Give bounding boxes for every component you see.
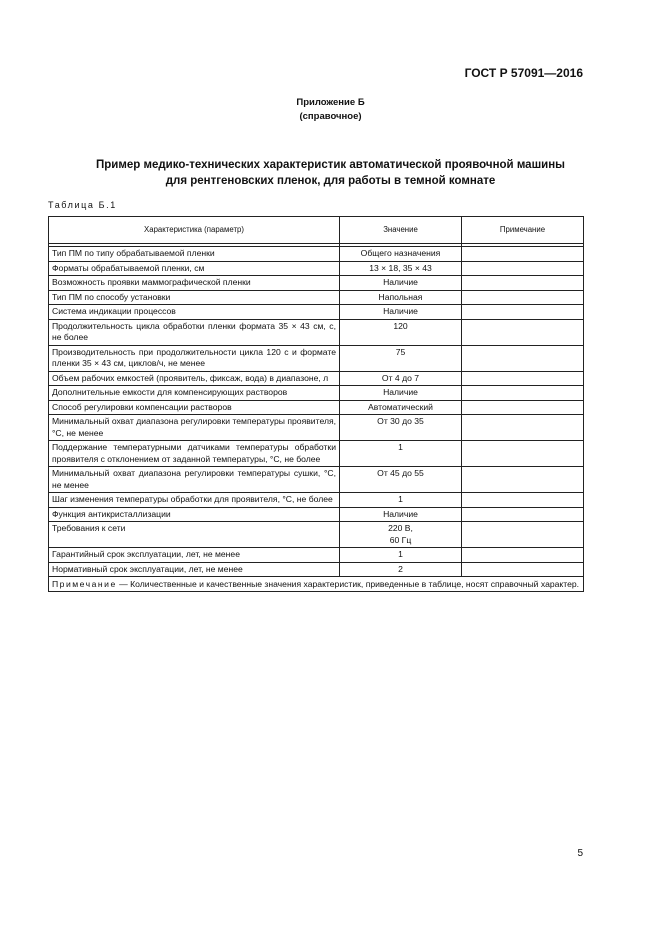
value-cell: От 45 до 55 — [340, 467, 462, 493]
param-cell: Нормативный срок эксплуатации, лет, не менее — [49, 562, 340, 577]
value-cell: Автоматический — [340, 400, 462, 415]
table-row — [49, 415, 584, 441]
value-cell: 120 — [340, 319, 462, 345]
annex-heading — [0, 96, 661, 124]
note-cell — [462, 522, 584, 548]
value-cell: От 4 до 7 — [340, 371, 462, 386]
table-footnote-row — [49, 577, 584, 592]
annex-type: (справочное) — [299, 111, 362, 122]
standard-code: ГОСТ Р 57091—2016 — [464, 66, 583, 80]
param-cell: Способ регулировки компенсации растворов — [49, 400, 340, 415]
value-cell: 13 × 18, 35 × 43 — [340, 261, 462, 276]
param-cell: Функция антикристаллизации — [49, 507, 340, 522]
table-row — [49, 371, 584, 386]
footnote-label: Примечание — [52, 579, 117, 589]
param-cell: Тип ПМ по типу обрабатываемой пленки — [49, 247, 340, 262]
note-cell — [462, 548, 584, 563]
table-row — [49, 386, 584, 401]
table-row — [49, 493, 584, 508]
value-cell: От 30 до 35 — [340, 415, 462, 441]
param-cell: Поддержание температурными датчиками температуры обработки проявителя с отклонением от заданной температуры, °С, не более — [49, 441, 340, 467]
value-cell: 1 — [340, 493, 462, 508]
column-header-value: Значение — [340, 217, 462, 244]
value-cell: 1 — [340, 441, 462, 467]
param-cell: Гарантийный срок эксплуатации, лет, не менее — [49, 548, 340, 563]
value-cell: Наличие — [340, 276, 462, 291]
param-cell: Форматы обрабатываемой пленки, см — [49, 261, 340, 276]
note-cell — [462, 493, 584, 508]
column-header-parameter: Характеристика (параметр) — [49, 217, 340, 244]
document-title-line2: для рентгеновских пленок, для работы в темной комнате — [165, 175, 496, 187]
table-row — [49, 522, 584, 548]
footnote-text: — Количественные и качественные значения характеристик, приведенные в таблице, носят справочный характер. — [119, 579, 580, 589]
note-cell — [462, 415, 584, 441]
value-cell: Наличие — [340, 386, 462, 401]
note-cell — [462, 386, 584, 401]
document-title-line1: Пример медико-технических характеристик автоматической проявочной машины — [96, 159, 565, 171]
param-cell: Возможность проявки маммографической пленки — [49, 276, 340, 291]
note-cell — [462, 507, 584, 522]
document-title — [0, 157, 661, 189]
table-row — [49, 441, 584, 467]
param-cell: Продолжительность цикла обработки пленки формата 35 × 43 см, с, не более — [49, 319, 340, 345]
specification-table — [48, 216, 584, 592]
table-caption: Таблица Б.1 — [48, 200, 117, 210]
value-cell: Общего назначения — [340, 247, 462, 262]
table-row — [49, 345, 584, 371]
note-cell — [462, 562, 584, 577]
value-cell: 2 — [340, 562, 462, 577]
table-row — [49, 247, 584, 262]
annex-title: Приложение Б — [296, 97, 365, 108]
note-cell — [462, 290, 584, 305]
param-cell: Шаг изменения температуры обработки для проявителя, °С, не более — [49, 493, 340, 508]
note-cell — [462, 345, 584, 371]
note-cell — [462, 400, 584, 415]
param-cell: Система индикации процессов — [49, 305, 340, 320]
note-cell — [462, 319, 584, 345]
table-row — [49, 548, 584, 563]
note-cell — [462, 276, 584, 291]
table-row — [49, 276, 584, 291]
note-cell — [462, 441, 584, 467]
param-cell: Требования к сети — [49, 522, 340, 548]
table-row — [49, 319, 584, 345]
note-cell — [462, 247, 584, 262]
param-cell: Объем рабочих емкостей (проявитель, фиксаж, вода) в диапазоне, л — [49, 371, 340, 386]
table-body — [49, 244, 584, 577]
table-row — [49, 467, 584, 493]
value-cell: 75 — [340, 345, 462, 371]
table-row — [49, 400, 584, 415]
table-row — [49, 290, 584, 305]
param-cell: Минимальный охват диапазона регулировки температуры сушки, °С, не менее — [49, 467, 340, 493]
value-cell: 1 — [340, 548, 462, 563]
param-cell: Производительность при продолжительности цикла 120 с и формате пленки 35 × 43 см, циклов/ч, не менее — [49, 345, 340, 371]
param-cell: Дополнительные емкости для компенсирующих растворов — [49, 386, 340, 401]
table-footnote — [49, 577, 584, 592]
value-cell: Наличие — [340, 507, 462, 522]
value-cell: Наличие — [340, 305, 462, 320]
note-cell — [462, 305, 584, 320]
param-cell: Тип ПМ по способу установки — [49, 290, 340, 305]
table-row — [49, 507, 584, 522]
param-cell: Минимальный охват диапазона регулировки температуры проявителя, °С, не менее — [49, 415, 340, 441]
table-row — [49, 305, 584, 320]
table-row — [49, 562, 584, 577]
value-cell: 220 В, 60 Гц — [340, 522, 462, 548]
note-cell — [462, 261, 584, 276]
table-header-row — [49, 217, 584, 244]
table-row — [49, 261, 584, 276]
column-header-note: Примечание — [462, 217, 584, 244]
note-cell — [462, 467, 584, 493]
page-number: 5 — [577, 848, 583, 859]
note-cell — [462, 371, 584, 386]
value-cell: Напольная — [340, 290, 462, 305]
